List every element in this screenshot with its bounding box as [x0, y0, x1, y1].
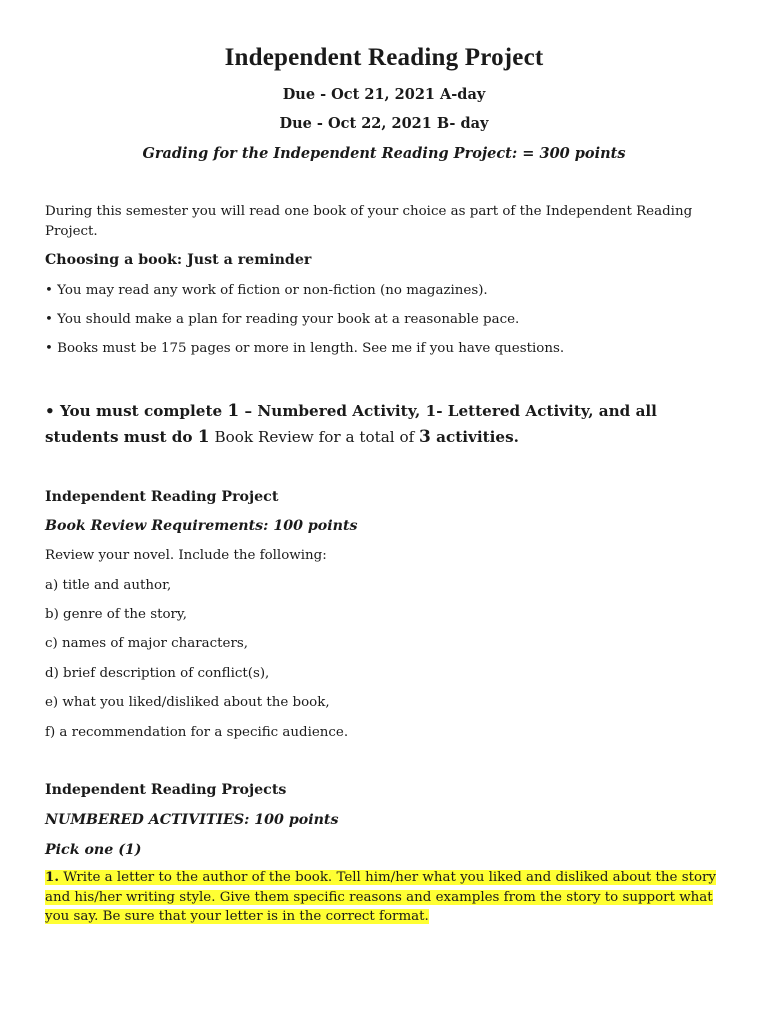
- numbered-section-title: Independent Reading Projects: [45, 782, 287, 798]
- book-review-heading: Book Review Requirements: 100 points: [45, 518, 358, 534]
- requirement-text: Book Review for a total of: [209, 428, 420, 446]
- book-review-item: e) what you liked/disliked about the book,: [45, 695, 330, 710]
- numbered-activity-1: [45, 868, 727, 927]
- requirement-number: 1-: [425, 402, 443, 420]
- book-review-item: d) brief description of conflict(s),: [45, 666, 270, 681]
- requirement-number: 3: [419, 427, 431, 447]
- book-review-item: c) names of major characters,: [45, 636, 248, 651]
- intro-paragraph: During this semester you will read one book of your choice as part of the Independent Reading Project.: [45, 204, 693, 239]
- activity-number: 1.: [45, 869, 59, 885]
- requirement-text: – Numbered Activity,: [239, 402, 426, 420]
- pick-one-instruction: Pick one (1): [45, 842, 142, 858]
- due-date-a-day: Due - Oct 21, 2021 A-day: [282, 86, 486, 103]
- book-review-item: f) a recommendation for a specific audience.: [45, 725, 349, 740]
- reminder-item: • Books must be 175 pages or more in length. See me if you have questions.: [45, 341, 565, 356]
- document-title: Independent Reading Project: [224, 44, 544, 71]
- book-review-item: b) genre of the story,: [45, 607, 187, 622]
- activity-text: Write a letter to the author of the book. Tell him/her what you liked and disliked about the story and his/her writing style. Give them specific reasons and examples from the story to support what you say. Be sure that your letter is in the correct format.: [45, 870, 716, 924]
- requirement-number: 1: [197, 427, 210, 447]
- book-review-section-title: Independent Reading Project: [45, 489, 279, 505]
- requirement-text: activities.: [430, 428, 519, 446]
- book-review-instruction: Review your novel. Include the following:: [45, 548, 327, 563]
- highlighted-text: [45, 870, 716, 924]
- requirement-text: Lettered Activity, and all students must do: [45, 402, 657, 446]
- activity-requirement: [45, 398, 725, 450]
- reminder-item: • You should make a plan for reading your book at a reasonable pace.: [45, 312, 520, 327]
- due-date-b-day: Due - Oct 22, 2021 B- day: [279, 115, 489, 132]
- choosing-heading: Choosing a book: Just a reminder: [45, 252, 312, 268]
- numbered-heading: NUMBERED ACTIVITIES: 100 points: [45, 812, 339, 828]
- requirement-text: • You must complete: [45, 402, 228, 420]
- grading-summary: Grading for the Independent Reading Project: = 300 points: [142, 145, 626, 162]
- requirement-number: 1: [227, 401, 240, 421]
- book-review-item: a) title and author,: [45, 578, 172, 593]
- reminder-item: • You may read any work of fiction or non-fiction (no magazines).: [45, 283, 488, 298]
